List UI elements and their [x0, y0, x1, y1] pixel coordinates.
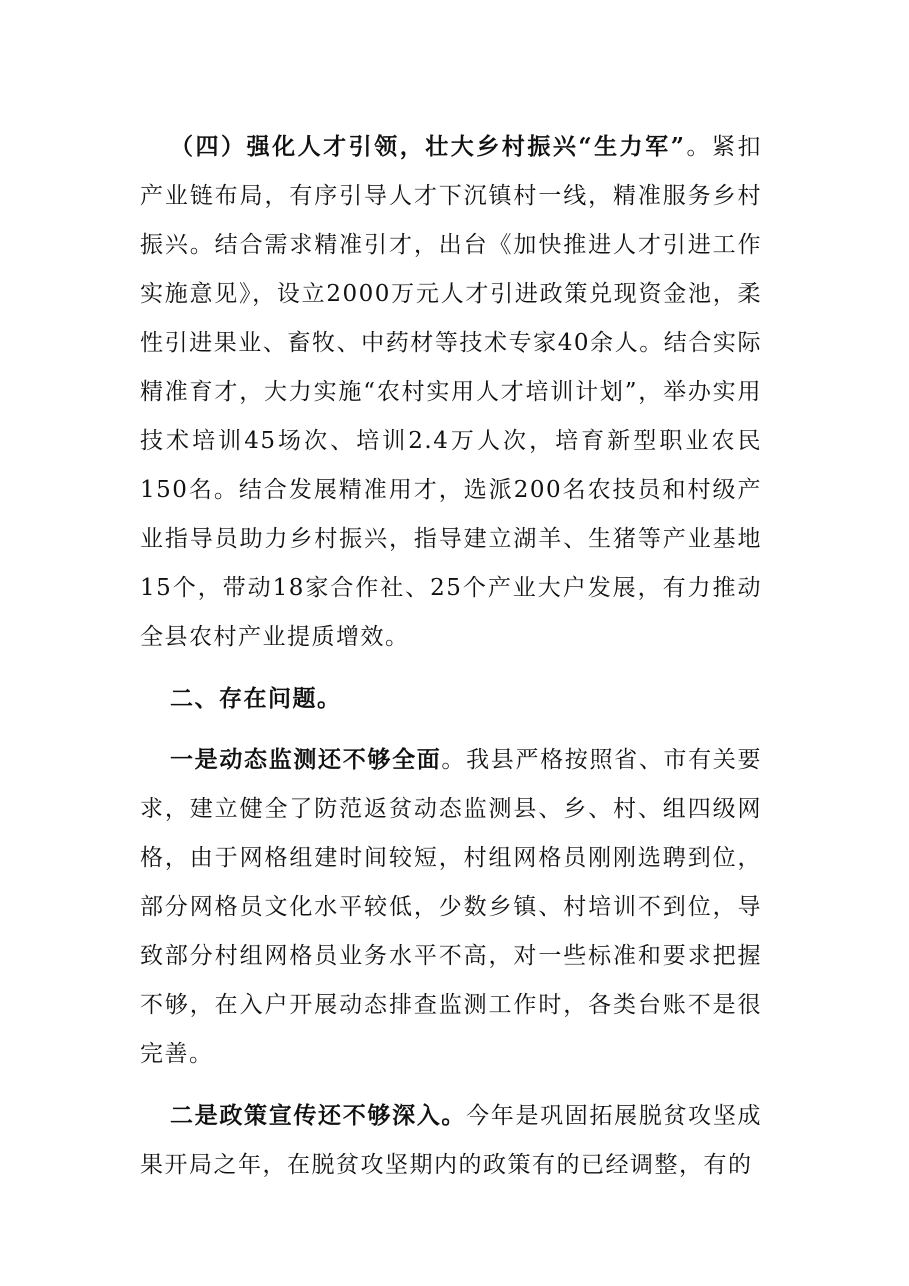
paragraph-talent-body: 。紧扣产业链布局，有序引导人才下沉镇村一线，精准服务乡村振兴。结合需求精准引才，出台《加快推进人才引进工作实施意见》，设立2000万元人才引进政策兑现资金池，柔性引进果业、畜牧、中药材等技术专家40余人。结合实际精准育才，大力实施“农村实用人才培训计划”，举办实用技术培训45场次、培训2.4万人次，培育新型职业农民150名。结合发展精准用才，选派200名农技员和村级产业指导员助力乡村振兴，指导建立湖羊、生猪等产业基地15个，带动18家合作社、25个产业大户发展，有力推动全县农村产业提质增效。 [140, 134, 762, 650]
section-heading: 二、存在问题。 [170, 685, 342, 712]
paragraph-talent [140, 122, 762, 662]
paragraph-monitoring-body: 。我县严格按照省、市有关要求，建立健全了防范返贫动态监测县、乡、村、组四级网格，由于网格组建时间较短，村组网格员刚刚选聘到位，部分网格员文化水平较低，少数乡镇、村培训不到位，导致部分村组网格员业务水平不高，对一些标准和要求把握不够，在入户开展动态排查监测工作时，各类台账不是很完善。 [140, 747, 763, 1067]
paragraph-monitoring [140, 735, 762, 1079]
paragraph-policy [140, 1091, 762, 1190]
paragraph-policy-lead: 二是政策宣传还不够深入。 [170, 1102, 467, 1129]
paragraph-policy-body: 今年是巩固拓展脱贫攻坚成果开局之年，在脱贫攻坚期内的政策有的已经调整，有的 [140, 1103, 763, 1178]
paragraph-talent-lead: （四）强化人才引领，壮大乡村振兴“生力军” [170, 133, 686, 160]
paragraph-monitoring-lead: 一是动态监测还不够全面 [170, 746, 442, 773]
document-page [140, 122, 762, 1190]
